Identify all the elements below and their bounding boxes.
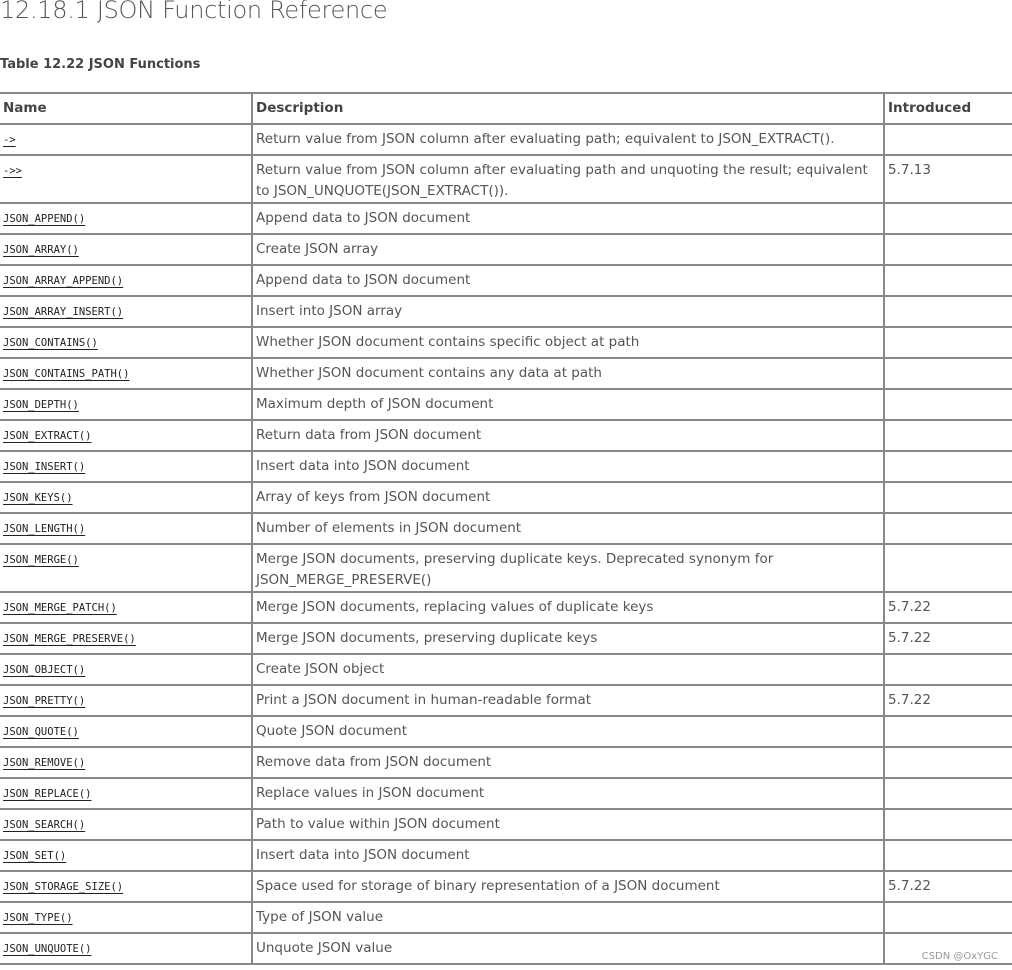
- function-name-cell: [0, 124, 252, 155]
- function-link[interactable]: JSON_SEARCH(): [3, 819, 86, 831]
- description-cell: Whether JSON document contains any data at path: [252, 358, 884, 389]
- function-name-cell: [0, 451, 252, 482]
- table-row: [0, 358, 1012, 389]
- description-cell: Maximum depth of JSON document: [252, 389, 884, 420]
- introduced-cell: [884, 124, 1012, 155]
- description-cell: Type of JSON value: [252, 902, 884, 933]
- introduced-cell: [884, 358, 1012, 389]
- header-description: Description: [252, 93, 884, 124]
- table-row: [0, 482, 1012, 513]
- function-link[interactable]: JSON_REMOVE(): [3, 757, 86, 769]
- watermark: CSDN @OxYGC: [921, 951, 998, 962]
- function-name-cell: [0, 327, 252, 358]
- introduced-cell: [884, 327, 1012, 358]
- introduced-cell: [884, 747, 1012, 778]
- page-title: 12.18.1 JSON Function Reference: [0, 0, 388, 24]
- description-cell: Replace values in JSON document: [252, 778, 884, 809]
- description-cell: Return value from JSON column after evaluating path and unquoting the result; equivalent to JSON_UNQUOTE(JSON_EXTRACT()).: [252, 155, 884, 203]
- function-name-cell: [0, 685, 252, 716]
- function-link[interactable]: JSON_LENGTH(): [3, 523, 86, 535]
- table-row: [0, 389, 1012, 420]
- function-link[interactable]: JSON_EXTRACT(): [3, 430, 92, 442]
- description-cell: Unquote JSON value: [252, 933, 884, 964]
- description-cell: Merge JSON documents, replacing values of duplicate keys: [252, 592, 884, 623]
- table-header-row: [0, 93, 1012, 124]
- introduced-cell: [884, 451, 1012, 482]
- table-row: [0, 840, 1012, 871]
- introduced-cell: [884, 544, 1012, 592]
- function-name-cell: [0, 809, 252, 840]
- description-cell: Insert data into JSON document: [252, 451, 884, 482]
- introduced-cell: [884, 482, 1012, 513]
- table-row: [0, 871, 1012, 902]
- description-cell: Merge JSON documents, preserving duplicate keys: [252, 623, 884, 654]
- table-row: [0, 654, 1012, 685]
- table-row: [0, 592, 1012, 623]
- function-name-cell: [0, 544, 252, 592]
- table-row: [0, 420, 1012, 451]
- function-name-cell: [0, 234, 252, 265]
- introduced-cell: 5.7.22: [884, 592, 1012, 623]
- function-link[interactable]: JSON_TYPE(): [3, 912, 73, 924]
- header-introduced: Introduced: [884, 93, 1012, 124]
- function-name-cell: [0, 296, 252, 327]
- function-name-cell: [0, 203, 252, 234]
- table-row: [0, 513, 1012, 544]
- function-name-cell: [0, 871, 252, 902]
- table-row: [0, 124, 1012, 155]
- header-name: Name: [0, 93, 252, 124]
- introduced-cell: [884, 389, 1012, 420]
- description-cell: Space used for storage of binary representation of a JSON document: [252, 871, 884, 902]
- function-name-cell: [0, 623, 252, 654]
- function-name-cell: [0, 747, 252, 778]
- description-cell: Whether JSON document contains specific object at path: [252, 327, 884, 358]
- function-link[interactable]: JSON_MERGE_PRESERVE(): [3, 633, 136, 645]
- function-link[interactable]: JSON_MERGE(): [3, 554, 79, 566]
- description-cell: Create JSON array: [252, 234, 884, 265]
- function-link[interactable]: JSON_ARRAY_INSERT(): [3, 306, 124, 318]
- introduced-cell: [884, 234, 1012, 265]
- description-cell: Print a JSON document in human-readable format: [252, 685, 884, 716]
- function-link[interactable]: JSON_KEYS(): [3, 492, 73, 504]
- function-link[interactable]: JSON_APPEND(): [3, 213, 86, 225]
- table-row: [0, 327, 1012, 358]
- table-row: [0, 933, 1012, 964]
- function-link[interactable]: JSON_OBJECT(): [3, 664, 86, 676]
- table-row: [0, 685, 1012, 716]
- table-row: [0, 747, 1012, 778]
- table-row: [0, 296, 1012, 327]
- description-cell: Number of elements in JSON document: [252, 513, 884, 544]
- function-name-cell: [0, 389, 252, 420]
- description-cell: Append data to JSON document: [252, 203, 884, 234]
- description-cell: Insert into JSON array: [252, 296, 884, 327]
- table-row: [0, 809, 1012, 840]
- description-cell: Insert data into JSON document: [252, 840, 884, 871]
- introduced-cell: 5.7.22: [884, 871, 1012, 902]
- description-cell: Path to value within JSON document: [252, 809, 884, 840]
- introduced-cell: [884, 203, 1012, 234]
- introduced-cell: 5.7.22: [884, 623, 1012, 654]
- table-caption: Table 12.22 JSON Functions: [0, 57, 201, 72]
- introduced-cell: [884, 809, 1012, 840]
- function-link[interactable]: ->>: [3, 165, 22, 177]
- function-link[interactable]: JSON_CONTAINS_PATH(): [3, 368, 130, 380]
- function-name-cell: [0, 778, 252, 809]
- description-cell: Return value from JSON column after evaluating path; equivalent to JSON_EXTRACT().: [252, 124, 884, 155]
- description-cell: Quote JSON document: [252, 716, 884, 747]
- function-link[interactable]: JSON_CONTAINS(): [3, 337, 98, 349]
- introduced-cell: [884, 420, 1012, 451]
- description-cell: Merge JSON documents, preserving duplicate keys. Deprecated synonym for JSON_MERGE_PRESERVE(): [252, 544, 884, 592]
- function-name-cell: [0, 592, 252, 623]
- introduced-cell: [884, 265, 1012, 296]
- function-link[interactable]: JSON_STORAGE_SIZE(): [3, 881, 124, 893]
- function-name-cell: [0, 513, 252, 544]
- function-name-cell: [0, 902, 252, 933]
- introduced-cell: [884, 513, 1012, 544]
- function-name-cell: [0, 482, 252, 513]
- function-link[interactable]: JSON_PRETTY(): [3, 695, 86, 707]
- table-row: [0, 623, 1012, 654]
- introduced-cell: [884, 840, 1012, 871]
- function-name-cell: [0, 420, 252, 451]
- introduced-cell: [884, 778, 1012, 809]
- function-link[interactable]: JSON_QUOTE(): [3, 726, 79, 738]
- function-link[interactable]: ->: [3, 134, 16, 146]
- function-link[interactable]: JSON_REPLACE(): [3, 788, 92, 800]
- table-row: [0, 902, 1012, 933]
- function-name-cell: [0, 840, 252, 871]
- table-row: [0, 716, 1012, 747]
- description-cell: Array of keys from JSON document: [252, 482, 884, 513]
- table-row: [0, 265, 1012, 296]
- description-cell: Append data to JSON document: [252, 265, 884, 296]
- function-link[interactable]: JSON_DEPTH(): [3, 399, 79, 411]
- description-cell: Return data from JSON document: [252, 420, 884, 451]
- function-link[interactable]: JSON_ARRAY_APPEND(): [3, 275, 124, 287]
- table-row: [0, 544, 1012, 592]
- table-row: [0, 203, 1012, 234]
- introduced-cell: [884, 902, 1012, 933]
- introduced-cell: [884, 716, 1012, 747]
- table-row: [0, 155, 1012, 203]
- introduced-cell: 5.7.13: [884, 155, 1012, 203]
- table-row: [0, 234, 1012, 265]
- introduced-cell: [884, 296, 1012, 327]
- json-functions-table: [0, 92, 1012, 965]
- table-row: [0, 451, 1012, 482]
- function-name-cell: [0, 654, 252, 685]
- function-link[interactable]: JSON_MERGE_PATCH(): [3, 602, 117, 614]
- introduced-cell: [884, 654, 1012, 685]
- description-cell: Remove data from JSON document: [252, 747, 884, 778]
- description-cell: Create JSON object: [252, 654, 884, 685]
- function-link[interactable]: JSON_UNQUOTE(): [3, 943, 92, 955]
- function-link[interactable]: JSON_ARRAY(): [3, 244, 79, 256]
- function-name-cell: [0, 155, 252, 203]
- function-name-cell: [0, 933, 252, 964]
- function-link[interactable]: JSON_SET(): [3, 850, 67, 862]
- function-link[interactable]: JSON_INSERT(): [3, 461, 86, 473]
- function-name-cell: [0, 358, 252, 389]
- table-row: [0, 778, 1012, 809]
- function-name-cell: [0, 265, 252, 296]
- function-name-cell: [0, 716, 252, 747]
- introduced-cell: 5.7.22: [884, 685, 1012, 716]
